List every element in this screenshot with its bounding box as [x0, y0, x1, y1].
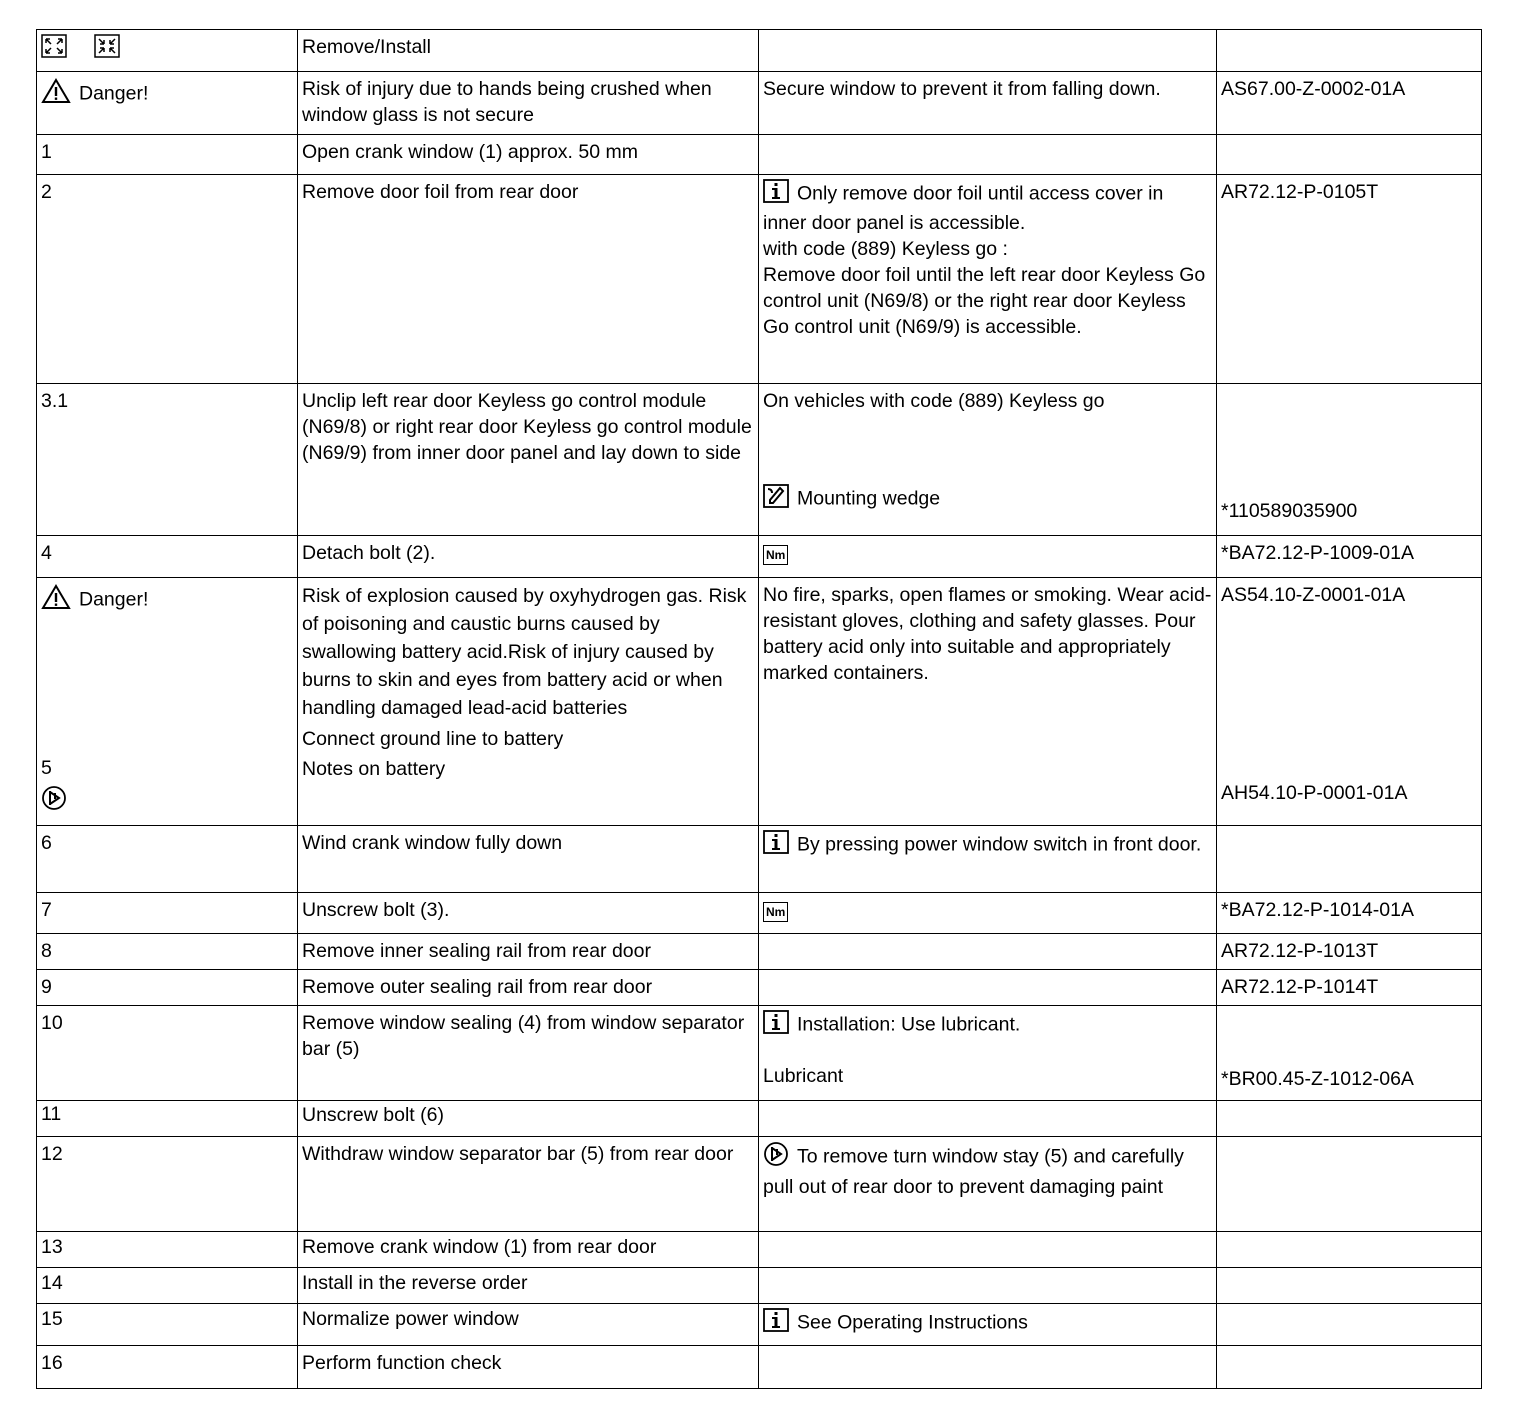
warning-icon — [41, 584, 71, 617]
ref-cell — [1217, 30, 1482, 72]
table-row — [37, 135, 1482, 175]
action-cell: Remove window sealing (4) from window separator bar (5) — [298, 1006, 759, 1101]
note-cell — [759, 30, 1217, 72]
note-cell: See Operating Instructions — [759, 1304, 1217, 1346]
action-cell: Unscrew bolt (3). — [298, 893, 759, 934]
action-cell: Unclip left rear door Keyless go control module (N69/8) or right rear door Keyless go control module (N69/9) from inner door panel and lay down to side — [298, 384, 759, 536]
note-cell: To remove turn window stay (5) and carefully pull out of rear door to prevent damaging paint — [759, 1137, 1217, 1232]
step-cell: 8 — [37, 934, 298, 970]
notes-icon — [763, 1141, 789, 1174]
note-cell: Only remove door foil until access cover in inner door panel is accessible. with code (889) Keyless go : Remove door foil until the left rear door Keyless Go control unit (N69/8) or the right rear door Keyless Go control unit (N69/9) is accessible. — [759, 175, 1217, 384]
install-icon — [94, 34, 120, 65]
ref-cell — [1217, 970, 1482, 1006]
step-cell: 10 — [37, 1006, 298, 1101]
note-cell: No fire, sparks, open flames or smoking. Wear acid-resistant gloves, clothing and safety glasses. Pour battery acid only into suitable and appropriately marked containers. — [759, 578, 1217, 826]
action-cell: Normalize power window — [298, 1304, 759, 1346]
info-icon — [763, 830, 789, 861]
ref-cell — [1217, 384, 1482, 536]
table-row — [37, 1137, 1482, 1232]
step-cell: 13 — [37, 1232, 298, 1268]
torque-icon[interactable]: Nm — [763, 545, 788, 565]
remove-icon — [41, 34, 67, 65]
note-cell — [759, 1268, 1217, 1304]
step-cell: Danger! 5 — [37, 578, 298, 826]
page-title: Remove/Install — [302, 36, 431, 58]
ref-cell — [1217, 1006, 1482, 1101]
note-cell — [759, 536, 1217, 578]
ref-cell — [1217, 826, 1482, 893]
table-row — [37, 1268, 1482, 1304]
action-cell: Install in the reverse order — [298, 1268, 759, 1304]
note-cell — [759, 893, 1217, 934]
table-row — [37, 934, 1482, 970]
reference-link[interactable]: *BR00.45-Z-1012-06A — [1221, 1068, 1414, 1090]
action-cell: Unscrew bolt (6) — [298, 1101, 759, 1137]
action-cell: Remove outer sealing rail from rear door — [298, 970, 759, 1006]
note-cell: By pressing power window switch in front door. — [759, 826, 1217, 893]
step-cell: 9 — [37, 970, 298, 1006]
tool-number[interactable]: *110589035900 — [1221, 500, 1358, 522]
step-cell: 11 — [37, 1101, 298, 1137]
ref-cell — [1217, 175, 1482, 384]
note-cell — [759, 135, 1217, 175]
table-row — [37, 578, 1482, 826]
reference-link[interactable]: AH54.10-P-0001-01A — [1221, 782, 1408, 804]
notes-icon — [41, 785, 67, 818]
notes-link[interactable]: Notes on battery — [302, 758, 446, 780]
action-cell: Open crank window (1) approx. 50 mm — [298, 135, 759, 175]
table-row — [37, 30, 1482, 72]
tool-label: Mounting wedge — [797, 487, 941, 510]
table-row — [37, 384, 1482, 536]
table-row — [37, 1006, 1482, 1101]
action-cell: Withdraw window separator bar (5) from rear door — [298, 1137, 759, 1232]
table-row — [37, 72, 1482, 135]
reference-link[interactable]: AS67.00-Z-0002-01A — [1221, 78, 1406, 100]
step-cell: 1 — [37, 135, 298, 175]
note-cell — [759, 970, 1217, 1006]
ref-cell — [1217, 1101, 1482, 1137]
table-row — [37, 1232, 1482, 1268]
ref-cell — [1217, 1346, 1482, 1389]
table-row — [37, 536, 1482, 578]
ref-cell — [1217, 536, 1482, 578]
ref-cell — [1217, 1232, 1482, 1268]
reference-link[interactable]: *BA72.12-P-1009-01A — [1221, 542, 1414, 564]
tool-icon — [763, 484, 789, 515]
action-cell: Remove crank window (1) from rear door — [298, 1232, 759, 1268]
action-cell: Risk of explosion caused by oxyhydrogen gas. Risk of poisoning and caustic burns caused by swallowing battery acid.Risk of injury caused by burns to skin and eyes from battery acid or when handling damaged lead-acid batteries Connect ground line to battery Notes on battery — [298, 578, 759, 826]
ref-cell — [1217, 893, 1482, 934]
note-cell: Secure window to prevent it from falling down. — [759, 72, 1217, 135]
action-cell: Remove door foil from rear door — [298, 175, 759, 384]
step-cell: 14 — [37, 1268, 298, 1304]
ref-cell — [1217, 578, 1482, 826]
step-cell: 16 — [37, 1346, 298, 1389]
reference-link[interactable]: *BA72.12-P-1014-01A — [1221, 899, 1414, 921]
table-row — [37, 175, 1482, 384]
danger-label: Danger! — [79, 588, 149, 611]
table-row — [37, 893, 1482, 934]
action-cell: Detach bolt (2). — [298, 536, 759, 578]
note-cell — [759, 1346, 1217, 1389]
note-cell: Installation: Use lubricant. Lubricant — [759, 1006, 1217, 1101]
ref-cell — [1217, 1304, 1482, 1346]
step-cell: 3.1 — [37, 384, 298, 536]
action-cell: Perform function check — [298, 1346, 759, 1389]
action-cell: Wind crank window fully down — [298, 826, 759, 893]
reference-link[interactable]: AR72.12-P-0105T — [1221, 181, 1379, 203]
ref-cell — [1217, 934, 1482, 970]
reference-link[interactable]: AR72.12-P-1014T — [1221, 976, 1379, 998]
reference-link[interactable]: AR72.12-P-1013T — [1221, 940, 1379, 962]
note-cell — [759, 1101, 1217, 1137]
step-cell: 4 — [37, 536, 298, 578]
ref-cell — [1217, 1137, 1482, 1232]
action-cell — [298, 30, 759, 72]
step-cell: 2 — [37, 175, 298, 384]
table-row — [37, 1346, 1482, 1389]
table-row — [37, 1101, 1482, 1137]
step-cell: 12 — [37, 1137, 298, 1232]
step-cell: 6 — [37, 826, 298, 893]
table-row — [37, 970, 1482, 1006]
note-cell — [759, 934, 1217, 970]
torque-icon[interactable]: Nm — [763, 902, 788, 922]
step-cell — [37, 30, 298, 72]
danger-label: Danger! — [79, 82, 149, 105]
table-row — [37, 826, 1482, 893]
lubricant-label: Lubricant — [763, 1065, 844, 1087]
procedure-table — [36, 29, 1482, 1389]
note-cell — [759, 1232, 1217, 1268]
note-cell: On vehicles with code (889) Keyless go Mounting wedge — [759, 384, 1217, 536]
info-icon — [763, 1308, 789, 1339]
ref-cell — [1217, 72, 1482, 135]
info-icon — [763, 1010, 789, 1041]
ref-cell — [1217, 1268, 1482, 1304]
info-icon — [763, 179, 789, 210]
step-cell: 7 — [37, 893, 298, 934]
step-cell — [37, 72, 298, 135]
table-row — [37, 1304, 1482, 1346]
warning-icon — [41, 78, 71, 111]
action-cell: Risk of injury due to hands being crushed when window glass is not secure — [298, 72, 759, 135]
ref-cell — [1217, 135, 1482, 175]
reference-link[interactable]: AS54.10-Z-0001-01A — [1221, 584, 1406, 606]
step-cell: 15 — [37, 1304, 298, 1346]
action-cell: Remove inner sealing rail from rear door — [298, 934, 759, 970]
